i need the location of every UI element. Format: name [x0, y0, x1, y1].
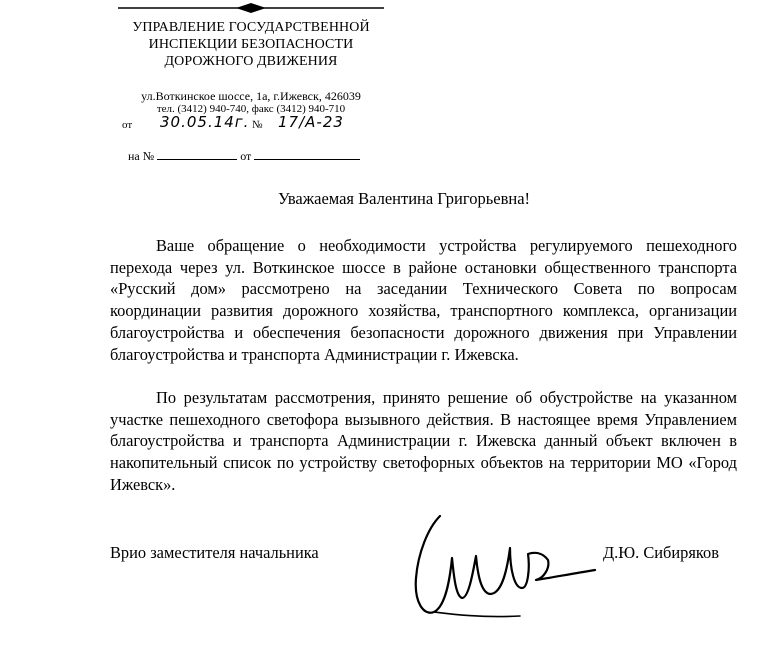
handwritten-date: 30.05.14г.: [160, 113, 250, 131]
organization-name: [118, 19, 384, 70]
org-line-1: УПРАВЛЕНИЕ ГОСУДАРСТВЕННОЙ: [132, 20, 370, 35]
signatory-name: Д.Ю. Сибиряков: [603, 543, 719, 562]
body-paragraph-1: Ваше обращение о необходимости устройства регулируемого пешеходного перехода через ул. Воткинское шоссе в районе остановки общественного транспорта «Русский дом» рассмотрено на заседании Технического Совета по вопросам координации развития дорожного хозяйства, транспортного комплекса, организации благоустройства и обеспечения безопасности дорожного движения при Управлении благоустройства и транспорта Администрации г. Ижевска.: [110, 236, 737, 364]
greeting: Уважаемая Валентина Григорьевна!: [278, 189, 531, 208]
handwritten-number: 17/А-23: [278, 113, 344, 131]
body-paragraph-2: По результатам рассмотрения, принято решение об обустройстве на указанном участке пешеходного светофора вызывного действия. В настоящее время Управлением благоустройства и транспорта Администрации г. Ижевска данный объект включен в накопительный список по устройству светофорных объектов на территории МО «Город Ижевск».: [110, 388, 737, 494]
organization-address: ул.Воткинское шоссе, 1а, г.Ижевск, 426039: [141, 89, 361, 103]
org-line-3: ДОРОЖНОГО ДВИЖЕНИЯ: [164, 54, 338, 69]
number-label: №: [252, 119, 263, 131]
signatory-position: Врио заместителя начальника: [110, 543, 319, 562]
ref-date-blank: [254, 148, 360, 160]
ref-from-label: от: [240, 149, 252, 163]
reference-line: [128, 148, 360, 164]
registration-line: [122, 113, 392, 133]
org-line-2: ИНСПЕКЦИИ БЕЗОПАСНОСТИ: [148, 37, 354, 52]
handwritten-signature: [410, 508, 610, 620]
ref-number-label: на №: [128, 149, 155, 163]
organization-phones: тел. (3412) 940-740, факс (3412) 940-710: [156, 103, 346, 115]
letterhead-divider: [118, 2, 384, 14]
from-label: от: [122, 119, 133, 131]
ref-number-blank: [157, 148, 237, 160]
